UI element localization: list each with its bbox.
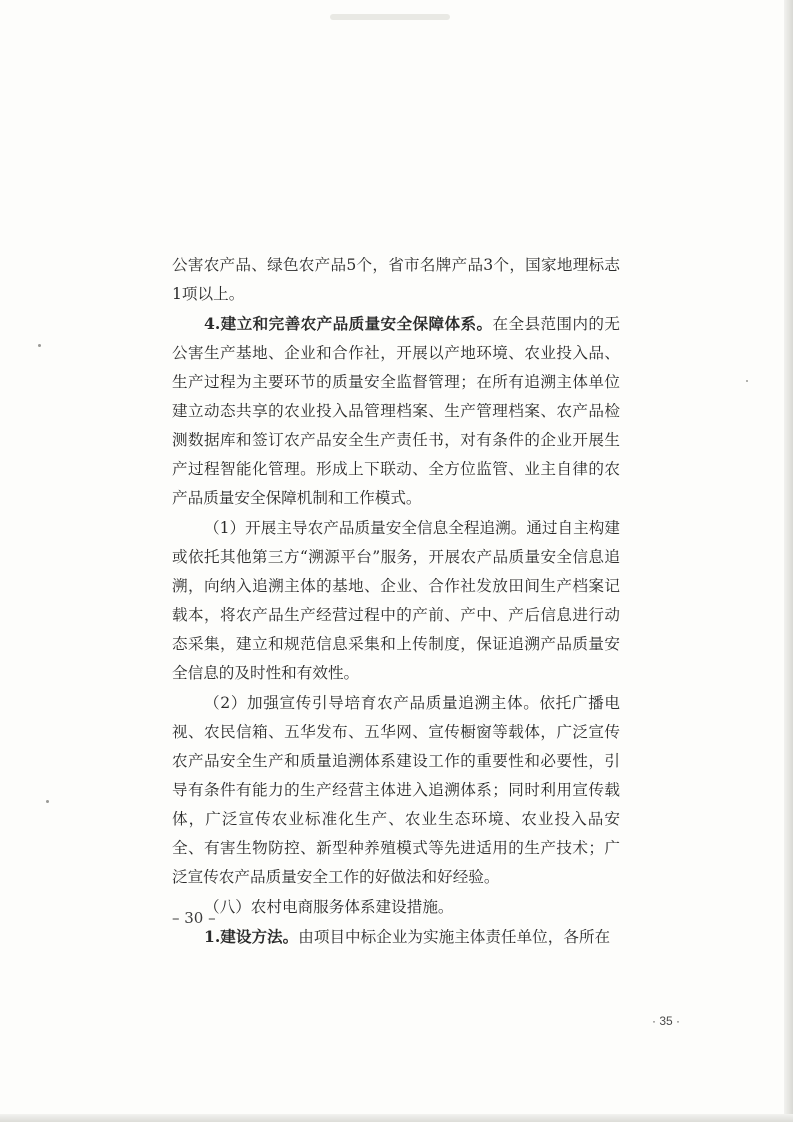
scan-speck — [38, 344, 41, 347]
inner-page-number: – 30 – — [172, 909, 216, 927]
paragraph-publicity — [172, 688, 620, 892]
paragraph-text: （2）加强宣传引导培育农产品质量追溯主体。依托广播电视、农民信箱、五华发布、五华网、宣传橱窗等载体，广泛宣传农产品安全生产和质量追溯体系建设工作的重要性和必要性，引导有条件有能力的生产经营主体进入追溯体系；同时利用宣传载体，广泛宣传农业标准化生产、农业生态环境、农业投入品安全、有害生物防控、新型种养殖模式等先进适用的生产技术；广泛宣传农产品质量安全工作的好做法和好经验。 — [172, 694, 620, 886]
paragraph-text: （八）农村电商服务体系建设措施。 — [204, 898, 454, 916]
paragraph-lead: 4.建立和完善农产品质量安全保障体系。 — [204, 314, 493, 333]
paragraph-continuation — [172, 250, 620, 309]
outer-page-number: · 35 · — [652, 1014, 681, 1028]
paragraph-traceability — [172, 513, 620, 688]
scan-speck — [746, 380, 748, 382]
document-body — [172, 250, 620, 952]
paragraph-quality-safety-system — [172, 309, 620, 513]
paragraph-text: 由项目中标企业为实施主体责任单位，各所在 — [298, 928, 611, 946]
scan-speck — [46, 800, 49, 803]
paragraph-text: （1）开展主导农产品质量安全信息全程追溯。通过自主构建或依托其他第三方“溯源平台”服务，开展农产品质量安全信息追溯，向纳入追溯主体的基地、企业、合作社发放田间生产档案记载本，将农产品生产经营过程中的产前、产中、产后信息进行动态采集，建立和规范信息采集和上传制度，保证追溯产品质量安全信息的及时性和有效性。 — [172, 519, 620, 682]
section-heading-ecommerce — [172, 892, 620, 922]
scan-page-edge — [784, 0, 793, 1122]
scan-header-smudge — [330, 14, 450, 20]
paragraph-text: 公害农产品、绿色农产品5个，省市名牌产品3个，国家地理标志1项以上。 — [172, 256, 620, 303]
paragraph-text: 在全县范围内的无公害生产基地、企业和合作社，开展以产地环境、农业投入品、生产过程为主要环节的质量安全监督管理；在所有追溯主体单位建立动态共享的农业投入品管理档案、生产管理档案、农产品检测数据库和签订农产品安全生产责任书，对有条件的企业开展生产过程智能化管理。形成上下联动、全方位监管、业主自律的农产品质量安全保障机制和工作模式。 — [172, 315, 620, 507]
paragraph-construction-method — [172, 922, 620, 952]
scan-page-edge — [0, 1114, 793, 1122]
paragraph-lead: 1.建设方法。 — [204, 927, 299, 946]
